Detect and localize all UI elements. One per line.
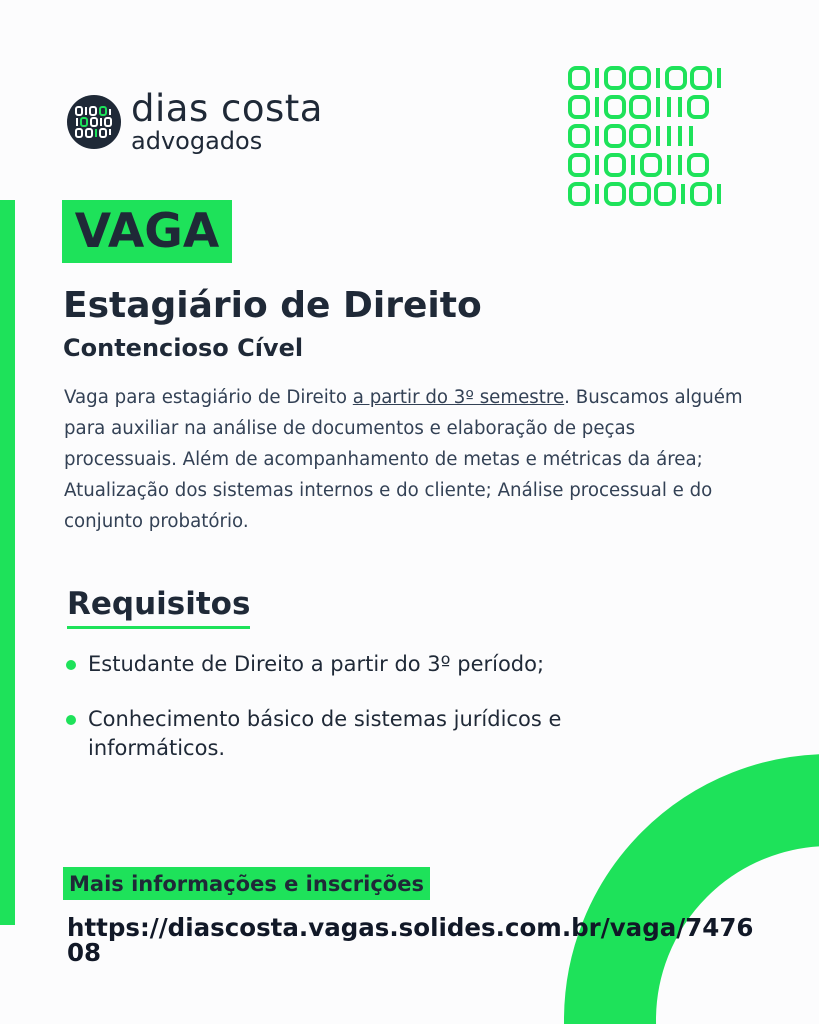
binary-zero-glyph: [692, 184, 710, 204]
brand-name: dias costa: [131, 87, 323, 130]
requirements-title: Requisitos: [67, 586, 250, 629]
binary-zero-glyph: [656, 184, 674, 204]
job-title: Estagiário de Direito: [63, 285, 482, 326]
requirement-text: Conhecimento básico de sistemas jurídicos e informáticos.: [88, 707, 562, 760]
binary-zero-glyph: [570, 126, 588, 146]
description-text-end: . Buscamos alguém para auxiliar na análise de documentos e elaboração de peças processuais. Além de acompanhamento de metas e métricas da área; Atualização dos sistemas internos e do cliente; Análise processual e do conjunto probatório.: [64, 387, 743, 532]
binary-pattern-decoration: [568, 62, 778, 212]
bullet-icon: [66, 715, 76, 725]
brand-logo: [67, 87, 323, 155]
binary-zero-glyph: [642, 155, 660, 175]
binary-zero-glyph: [606, 126, 624, 146]
binary-zero-glyph: [570, 184, 588, 204]
binary-zero-glyph: [606, 68, 624, 88]
job-description: [64, 382, 744, 537]
list-item: [66, 650, 626, 679]
binary-zero-glyph: [631, 126, 649, 146]
description-underlined: a partir do 3º semestre: [352, 387, 565, 408]
job-area: Contencioso Cível: [63, 334, 304, 362]
vaga-badge: VAGA: [62, 200, 232, 263]
application-link[interactable]: https://diascosta.vagas.solides.com.br/vaga/747608: [67, 913, 754, 967]
description-text-start: Vaga para estagiário de Direito: [64, 387, 353, 408]
binary-zero-glyph: [689, 155, 707, 175]
binary-zero-glyph: [692, 68, 710, 88]
requirement-text: Estudante de Direito a partir do 3º período;: [88, 652, 545, 676]
binary-zero-glyph: [606, 184, 624, 204]
binary-zero-glyph: [570, 68, 588, 88]
binary-zero-glyph: [570, 155, 588, 175]
binary-zero-glyph: [631, 68, 649, 88]
green-ring-decoration: [540, 700, 819, 1024]
left-accent-bar: [0, 200, 15, 925]
binary-zero-glyph: [606, 97, 624, 117]
binary-zero-glyph: [667, 68, 685, 88]
binary-zero-glyph: [606, 155, 624, 175]
info-label: Mais informações e inscrições: [63, 867, 430, 900]
binary-zero-glyph: [689, 97, 707, 117]
binary-zero-glyph: [631, 97, 649, 117]
bullet-icon: [66, 660, 76, 670]
binary-zero-glyph: [570, 97, 588, 117]
logo-mark-icon: [67, 95, 121, 149]
binary-zero-glyph: [631, 184, 649, 204]
brand-subtitle: advogados: [131, 127, 263, 155]
